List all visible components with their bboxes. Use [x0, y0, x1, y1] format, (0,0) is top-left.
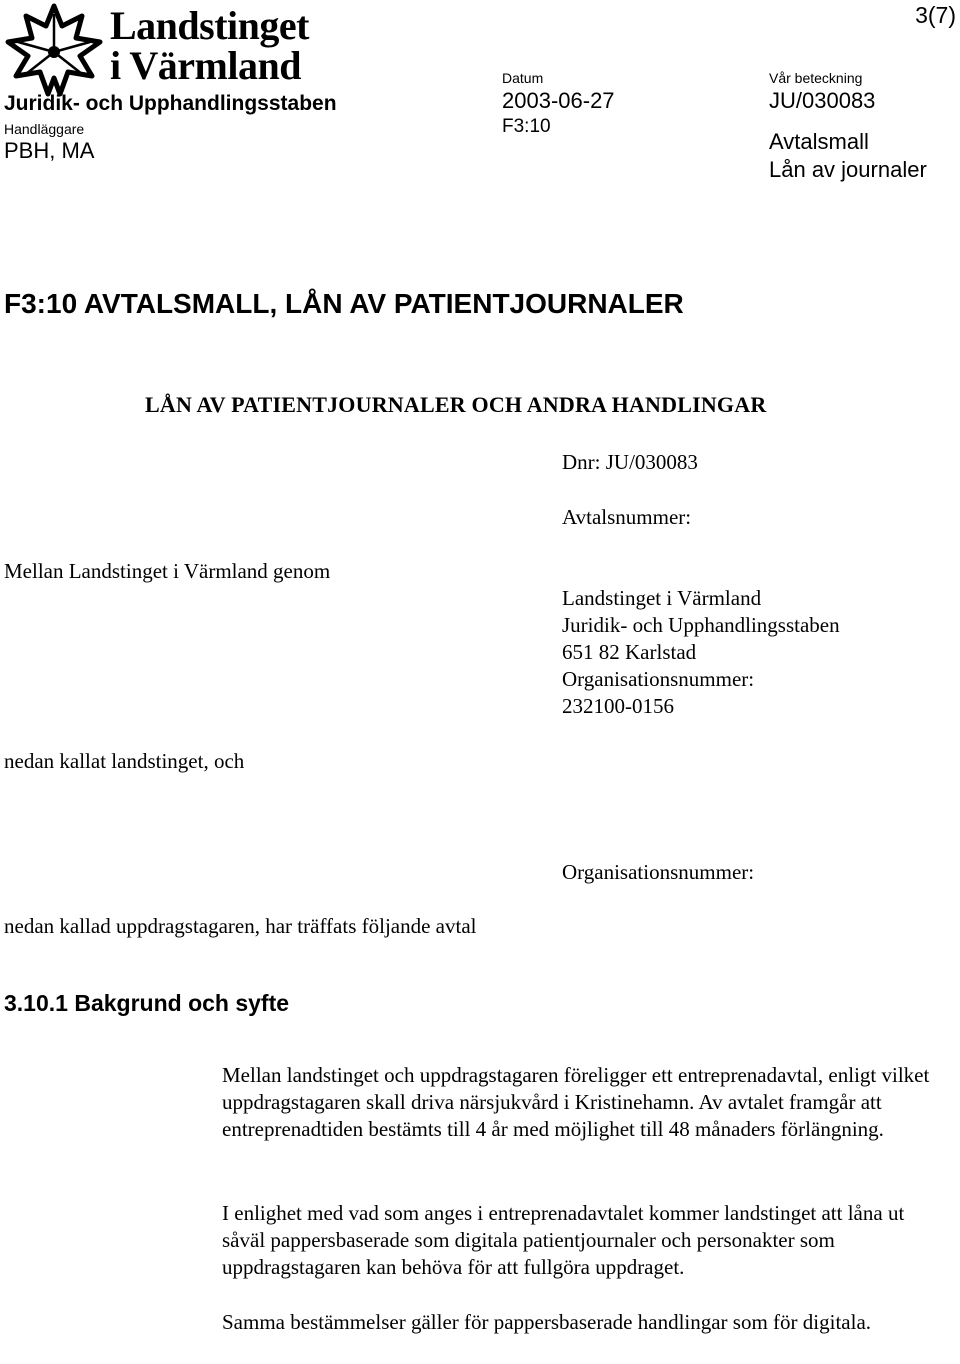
- avtalsnummer-label: Avtalsnummer:: [562, 505, 692, 529]
- section-paragraph: Mellan landstinget och uppdragstagaren föreligger ett entreprenadavtal, enligt vilket uppdragstagaren skall driva närsjukvård i Kristinehamn. Av avtalet framgår att entreprenadtiden bestämts till 4 år med möjlighet till 48 månaders förlängning.: [222, 1063, 930, 1141]
- party1-address-line: Organisationsnummer:: [562, 667, 755, 691]
- var-beteckning-value: JU/030083: [769, 88, 876, 113]
- party1-called: nedan kallat landstinget, och: [4, 749, 245, 773]
- var-beteckning-label: Vår beteckning: [769, 70, 863, 86]
- party1-intro: Mellan Landstinget i Värmland genom: [4, 559, 331, 583]
- page-number: 3(7): [915, 2, 956, 28]
- handlaggare-label: Handläggare: [4, 121, 85, 137]
- reference-code: F3:10: [502, 116, 551, 137]
- document-title: F3:10 AVTALSMALL, LÅN AV PATIENTJOURNALER: [4, 288, 684, 319]
- logo-text-line1: Landstinget: [110, 3, 309, 48]
- document-subject: Lån av journaler: [769, 157, 927, 182]
- party2-org-label: Organisationsnummer:: [562, 860, 755, 884]
- party1-address-line: Juridik- och Upphandlingsstaben: [562, 613, 840, 637]
- section-paragraph: Samma bestämmelser gäller för pappersbaserade handlingar som för digitala.: [222, 1310, 872, 1334]
- leaf-emblem-icon: [2, 2, 106, 98]
- document-subtitle: LÅN AV PATIENTJOURNALER OCH ANDRA HANDLINGAR: [145, 392, 767, 417]
- dnr: Dnr: JU/030083: [562, 450, 698, 474]
- section-paragraph: I enlighet med vad som anges i entreprenadavtalet kommer landstinget att låna ut såväl pappersbaserade som digitala patientjournaler och personakter som uppdragstagaren kan behöva för att fullgöra uppdraget.: [222, 1201, 905, 1279]
- party1-address-line: 232100-0156: [562, 694, 674, 718]
- landstinget-logo: [0, 0, 340, 92]
- party1-address-line: 651 82 Karlstad: [562, 640, 697, 664]
- datum-value: 2003-06-27: [502, 88, 615, 113]
- section-heading: 3.10.1 Bakgrund och syfte: [4, 990, 290, 1016]
- party2-called: nedan kallad uppdragstagaren, har träffats följande avtal: [4, 914, 477, 938]
- party1-address-line: Landstinget i Värmland: [562, 586, 762, 610]
- datum-label: Datum: [502, 70, 544, 86]
- logo-text-line2: i Värmland: [110, 43, 301, 88]
- department-name: Juridik- och Upphandlingsstaben: [4, 92, 337, 115]
- handlaggare-value: PBH, MA: [4, 138, 95, 163]
- document-type: Avtalsmall: [769, 129, 869, 154]
